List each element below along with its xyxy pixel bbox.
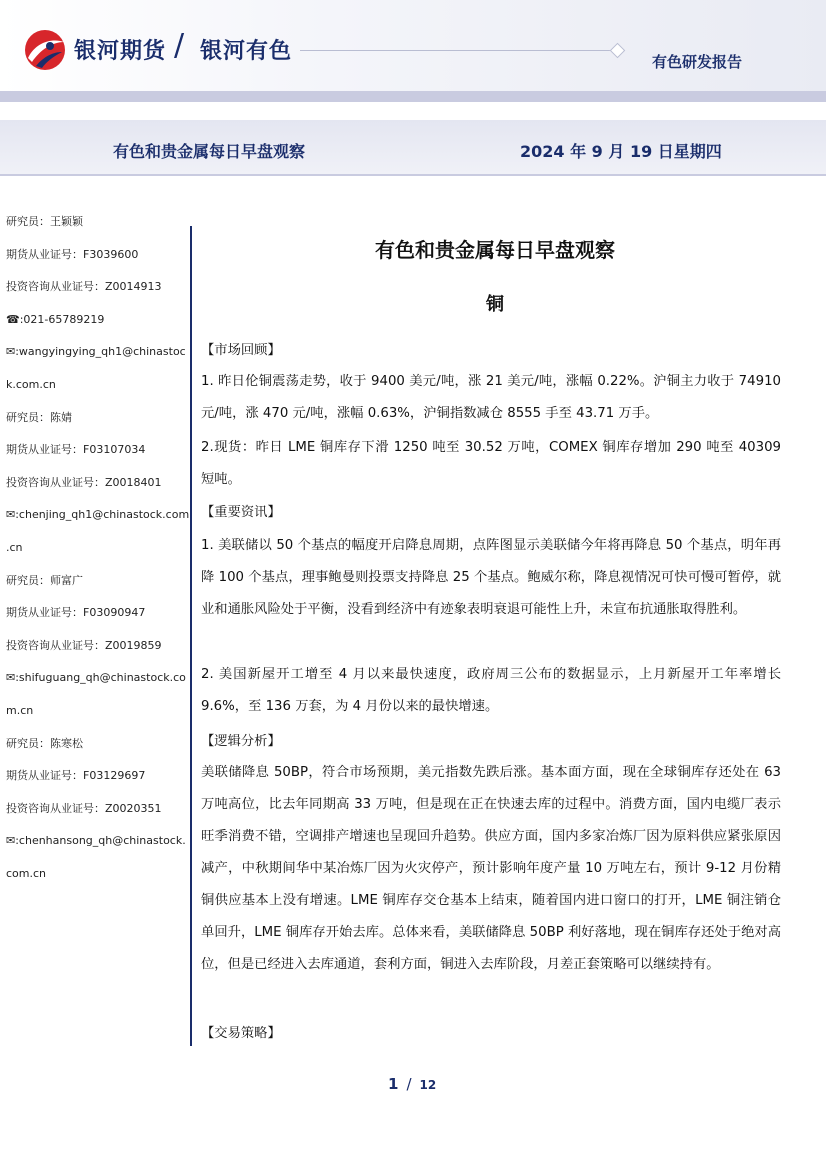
- sidebar-line: 研究员：陈婧: [6, 410, 72, 424]
- band-divider: [0, 174, 826, 176]
- sidebar-line: ✉:chenjing_qh1@chinastock.com: [6, 508, 190, 522]
- sidebar-line: m.cn: [6, 703, 34, 717]
- report-header: [0, 0, 826, 102]
- paragraph: 美联储降息 50BP，符合市场预期，美元指数先跌后涨。基本面方面，现在全球铜库存还处在 63 万吨高位，比去年同期高 33 万吨，但是现在正在快速去库的过程中。消费方面，国内电缆厂表示旺季消费不错，空调排产增速也呈现回升趋势。供应方面，国内多家冶炼厂因为原料供应紧张原因减产，中秋期间华中某冶炼厂因为火灾停产，预计影响年度产量 10 万吨左右，预计 9-12 月份精铜供应基本上没有增速。LME 铜库存交仓基本上结束，随着国内进口窗口的打开，LME 铜注销仓单回升，LME 铜库存开始去库。总体来看，美联储降息 50BP 利好落地，现在铜库存还处于绝对高位，但是已经进入去库通道，套利方面，铜进入去库阶段，月差正套策略可以继续持有。: [201, 765, 781, 972]
- paragraph: 2. 美国新屋开工增至 4 月以来最快速度，政府周三公布的数据显示，上月新屋开工年率增长 9.6%，至 136 万套，为 4 月份以来的最快增速。: [201, 667, 781, 714]
- sidebar-line: 期货从业证号：F03107034: [6, 443, 146, 457]
- sidebar-line: 期货从业证号：F3039600: [6, 247, 139, 261]
- sidebar-line: .cn: [6, 540, 23, 554]
- document-title: 有色和贵金属每日早盘观察: [375, 238, 615, 262]
- page-separator: /: [406, 1075, 412, 1093]
- document-subtitle: 铜: [486, 294, 504, 315]
- sidebar-line: 期货从业证号：F03129697: [6, 769, 146, 783]
- header-deco-line: [300, 50, 618, 51]
- section-heading: 【重要资讯】: [201, 505, 281, 520]
- sidebar-line: 研究员：陈寒松: [6, 736, 83, 750]
- galaxy-logo-icon: [22, 28, 68, 72]
- band-title: 有色和贵金属每日早盘观察: [113, 142, 306, 161]
- sidebar-line: 投资咨询从业证号：Z0014913: [6, 280, 162, 294]
- band-date: 2024 年 9 月 19 日星期四: [520, 142, 722, 161]
- sidebar-line: ✉:wangyingying_qh1@chinastoc: [6, 345, 186, 359]
- header-stripe: [0, 91, 826, 102]
- sidebar-line: 期货从业证号：F03090947: [6, 606, 146, 620]
- section-heading: 【市场回顾】: [201, 343, 281, 358]
- analyst-sidebar: [6, 212, 190, 896]
- brand-subname: 银河有色: [200, 39, 293, 64]
- paragraph: 1. 美联储以 50 个基点的幅度开启降息周期，点阵图显示美联储今年将再降息 50 个基点，明年再降 100 个基点，理事鲍曼则投票支持降息 25 个基点。鲍威尔称，降息视情况可快可慢可暂停，就业和通胀风险处于平衡，没看到经济中有迹象表明衰退可能性上升，未宣布抗通胀取得胜利。: [201, 538, 781, 617]
- sidebar-line: 投资咨询从业证号：Z0019859: [6, 638, 162, 652]
- brand-divider: /: [174, 28, 185, 63]
- sidebar-line: ✉:chenhansong_qh@chinastock.: [6, 834, 186, 848]
- sidebar-line: ☎:021-65789219: [6, 312, 105, 326]
- header-gap: [0, 102, 826, 120]
- sidebar-line: ✉:shifuguang_qh@chinastock.co: [6, 671, 186, 685]
- sidebar-line: com.cn: [6, 866, 47, 880]
- brand-name: 银河期货: [74, 39, 167, 64]
- sidebar-line: 投资咨询从业证号：Z0020351: [6, 801, 162, 815]
- page-number: [388, 1075, 436, 1093]
- page-total: 12: [419, 1078, 437, 1092]
- paragraph: 1. 昨日伦铜震荡走势，收于 9400 美元/吨，涨 21 美元/吨，涨幅 0.22%。沪铜主力收于 74910 元/吨，涨 470 元/吨，涨幅 0.63%，沪铜指数减仓 8555 手至 43.71 万手。: [201, 374, 781, 421]
- paragraph: 2.现货：昨日 LME 铜库存下滑 1250 吨至 30.52 万吨，COMEX 铜库存增加 290 吨至 40309 短吨。: [201, 440, 781, 487]
- sidebar-line: 研究员：师富广: [6, 573, 83, 587]
- sidebar-line: 研究员：王颖颖: [6, 215, 83, 228]
- report-type: 有色研发报告: [652, 53, 743, 71]
- section-heading: 【交易策略】: [201, 1026, 281, 1041]
- sidebar-divider: [190, 226, 192, 1046]
- page-current: 1: [388, 1075, 399, 1093]
- sidebar-line: 投资咨询从业证号：Z0018401: [6, 475, 162, 489]
- section-heading: 【逻辑分析】: [201, 734, 281, 749]
- sidebar-line: k.com.cn: [6, 377, 56, 391]
